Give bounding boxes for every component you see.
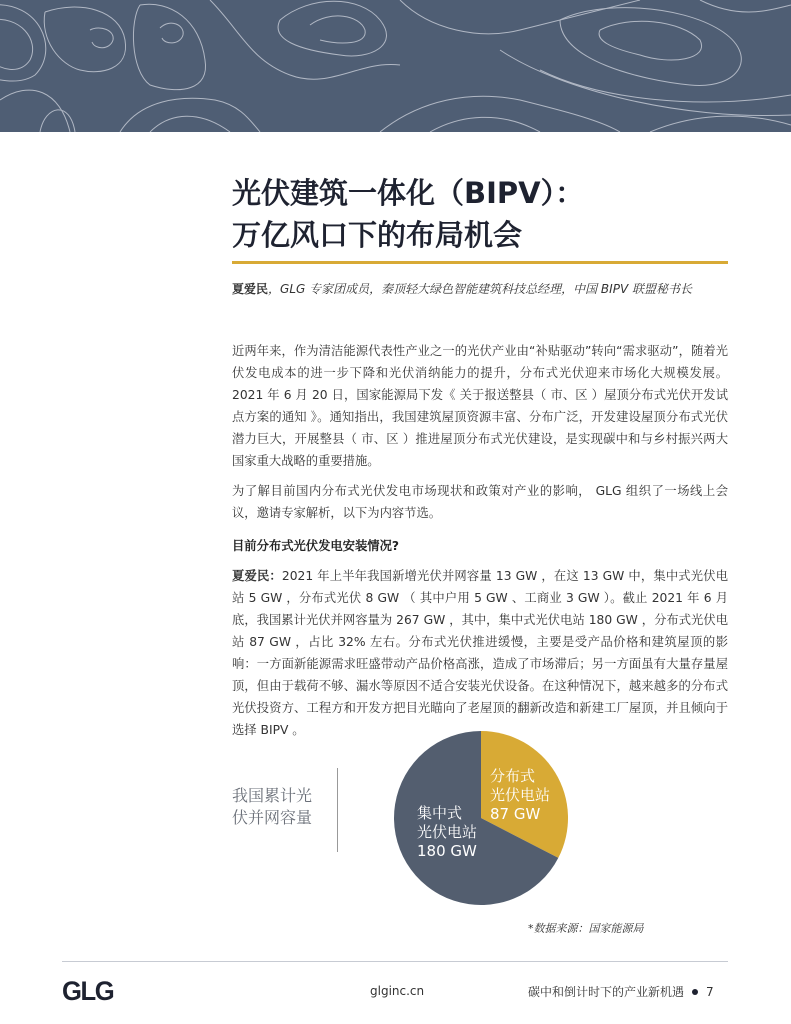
author-name: 夏爱民	[232, 282, 269, 296]
bullet-dot	[692, 989, 698, 995]
slice-label-line: 集中式	[417, 804, 463, 822]
author-byline	[232, 280, 692, 297]
page-number: 7	[706, 985, 714, 999]
publication-title: 碳中和倒计时下的产业新机遇	[528, 985, 685, 999]
footer-publication	[528, 983, 714, 1000]
slice-label-centralized	[417, 804, 477, 861]
glg-logo: GLG	[62, 976, 114, 1006]
slice-label-distributed	[490, 767, 550, 824]
chart-title: 我国累计光伏并网容量	[232, 786, 313, 827]
title-line-2: 万亿风口下的布局机会	[232, 218, 523, 252]
slice-value: 180 GW	[417, 842, 477, 860]
data-source-note: *数据来源：国家能源局	[528, 922, 644, 935]
title-underline	[232, 261, 728, 264]
title-line-1: 光伏建筑一体化（BIPV）：	[232, 176, 585, 210]
topographic-banner	[0, 0, 791, 132]
website-link[interactable]: glginc.cn	[370, 984, 425, 998]
question-heading: 目前分布式光伏发电安装情况?	[232, 539, 399, 553]
intro-paragraph: 近两年来，作为清洁能源代表性产业之一的光伏产业由“补贴驱动”转向“需求驱动”，随着光伏发电成本的进一步下降和光伏消纳能力的提升，分布式光伏迎来市场化大规模发展。2021 年 6 月 20 日，国家能源局下发《 关于报送整县（ 市、区 ）屋顶分布式光伏开发试点方案的通知 》。通知指出，我国建筑屋顶资源丰富、分布广泛，开发建设屋顶分布式光伏潜力巨大，开展整县（ 市、区 ）推进屋顶分布式光伏建设，是实现碳中和与乡村振兴两大国家重大战略的重要措施。	[232, 344, 728, 468]
answer-text: 2021 年上半年我国新增光伏并网容量 13 GW ，在这 13 GW 中，集中式光伏电站 5 GW ，分布式光伏 8 GW （ 其中户用 5 GW 、工商业 3 GW ）。截止 2021 年 6 月底，我国累计光伏并网容量为 267 GW ，其中，集中式光伏电站 180 GW ，分布式光伏电站 87 GW ，占比 32% 左右。分布式光伏推进缓慢，主要是受产品价格和建筑屋顶的影响：一方面新能源需求旺盛带动产品价格高涨，造成了市场滞后；另一方面虽有大量存量屋顶，但由于载荷不够、漏水等原因不适合安装光伏设备。在这种情况下，越来越多的分布式光伏投资方、工程方和开发方把目光瞄向了老屋顶的翻新改造和新建工厂屋顶，并且倾向于选择 BIPV 。	[232, 569, 728, 737]
footer-divider	[62, 961, 728, 962]
author-role: ，GLG 专家团成员，秦顶轻大绿色智能建筑科技总经理，中国 BIPV 联盟秘书长	[268, 282, 692, 296]
slice-value: 87 GW	[490, 805, 541, 823]
context-paragraph: 为了解目前国内分布式光伏发电市场现状和政策对产业的影响， GLG 组织了一场线上会议，邀请专家解析，以下为内容节选。	[232, 484, 728, 520]
chart-divider	[337, 768, 338, 852]
page-title	[232, 172, 584, 256]
slice-label-line: 光伏电站	[490, 786, 551, 804]
answer-paragraph	[232, 565, 728, 741]
answer-speaker: 夏爱民：	[232, 569, 282, 583]
slice-label-line: 光伏电站	[417, 823, 478, 841]
slice-label-line: 分布式	[490, 767, 536, 785]
